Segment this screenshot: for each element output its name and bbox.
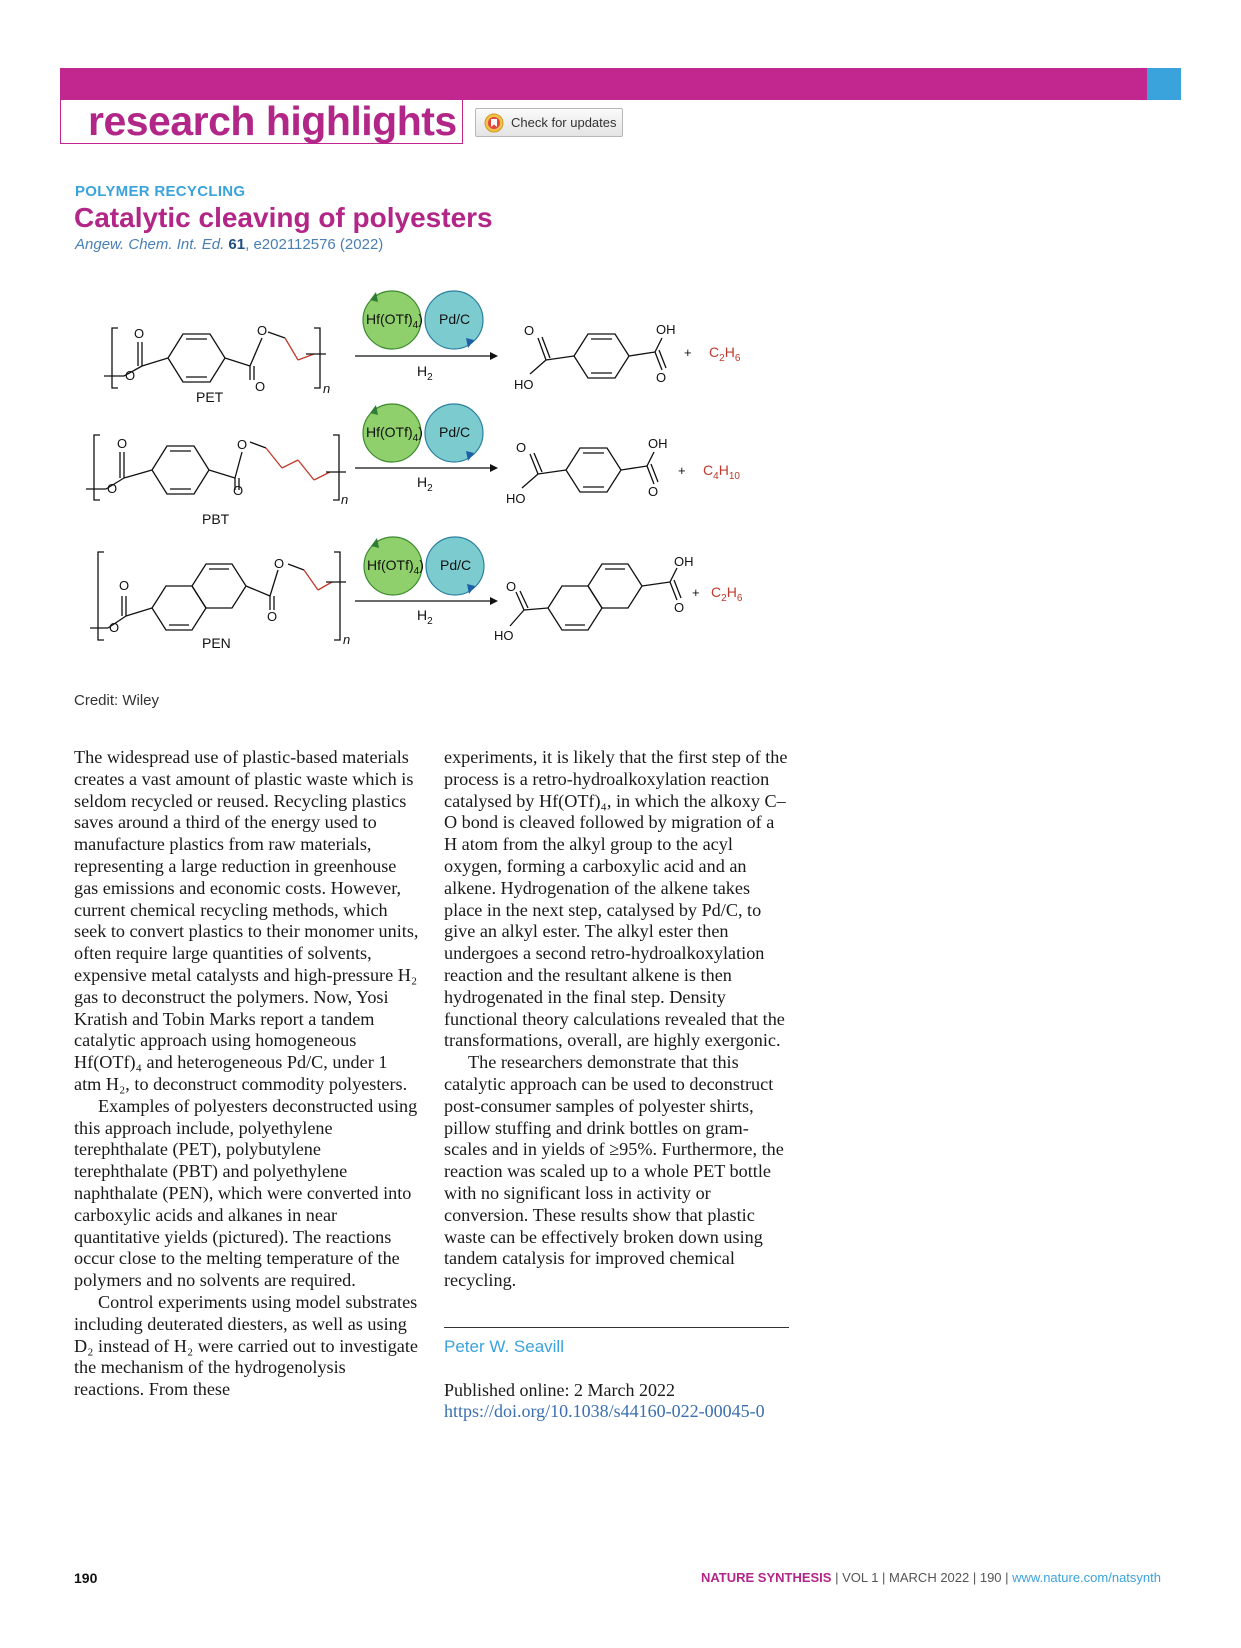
pbt-o-1: O [107,481,118,496]
author-name: Peter W. Seavill [444,1337,564,1356]
author-divider [444,1327,789,1328]
prod2-oh: OH [648,436,668,451]
catalyst-pd-1: Pd/C [439,311,471,327]
byproduct-1: $C_2H_6$ [709,344,741,364]
prod3-oh: OH [674,554,694,569]
pet-o-4: O [257,323,268,338]
pen-o-3: O [267,609,278,624]
catalyst-hf-3: $Hf(OTf)_4$) [367,557,424,577]
pet-o-2: O [134,326,145,341]
doi-link[interactable]: https://doi.org/10.1038/s44160-022-00045-0 [444,1401,765,1421]
pet-o-3: O [255,379,266,394]
body-paragraph: Examples of polyesters deconstructed using this approach include, polyethylene terephthalate (PET), polybutylene terephthalate (PBT) and polyethylene naphthalate (PEN), which were converted into carboxylic acids and alkanes in near quantitative yields (pictured). The reactions occur close to the melting temperature of the polymers and no solvents are required. [74,1095,418,1291]
pbt-o-3: O [233,483,244,498]
prod2-ho: HO [506,491,526,506]
byproduct-3: $C_2H_6$ [711,584,743,604]
plus-1: + [684,345,692,360]
article-citation [75,236,383,253]
reagent-h2-3: $H_2$ [417,607,433,627]
product-row-2 [522,448,658,492]
plus-3: + [692,585,700,600]
citation-journal: Angew. Chem. Int. Ed. [75,236,225,253]
reagent-h2-2: $H_2$ [417,474,433,494]
prod1-ho: HO [514,377,534,392]
reaction-scheme-figure [80,290,800,690]
catalyst-pd-3: Pd/C [440,557,472,573]
prod3-ho: HO [494,628,514,643]
pen-o-2: O [119,578,130,593]
pet-o-1: O [125,368,136,383]
pen-label: PEN [202,635,231,651]
footer-url[interactable]: www.nature.com/natsynth [1012,1570,1161,1585]
check-for-updates-button[interactable] [475,108,623,137]
row-pen [90,552,346,640]
pet-label: PET [196,389,224,405]
header-magenta-bar [60,68,1147,100]
header-blue-block [1147,68,1181,100]
pbt-label: PBT [202,511,230,527]
published-date: Published online: 2 March 2022 [444,1380,675,1400]
body-paragraph: The widespread use of plastic-based materials creates a vast amount of plastic waste which is seldom recycled or reused. Recycling plastics saves around a third of the energy used to manufacture plastics from raw materials, representing a large reduction in greenhouse gas emissions and economic costs. However, current chemical recycling methods, which seek to convert plastics to their monomer units, often require large quantities of solvents, expensive metal catalysts and high-pressure H₂ gas to deconstruct the polymers. Now, Yosi Kratish and Tobin Marks report a tandem catalytic approach using homogeneous Hf(OTf)₄ and heterogeneous Pd/C, under 1 atm H₂, to deconstruct commodity polyesters. [74,747,419,1094]
prod1-oh: OH [656,322,676,337]
prod1-o-1: O [524,323,535,338]
pen-n: n [343,632,351,647]
citation-rest: , e202112576 (2022) [245,236,384,253]
catalyst-hf-2: $Hf(OTf)_4$) [366,424,423,444]
footer-journal: NATURE SYNTHESIS [700,1570,832,1585]
body-column-2 [444,747,789,1292]
journal-footer [701,1570,1161,1585]
pen-o-1: O [109,620,120,635]
body-paragraph: The researchers demonstrate that this catalytic approach can be used to deconstruct post-consumer samples of polyester shirts, pillow stuffing and drink bottles on gram-scales and in yields of ≥95%. Furthermore, the reaction was scaled up to a whole PET bottle with no significant loss in activity or conversion. These results show that plastic waste can be effectively broken down using tandem catalysis for improved chemical recycling. [444,1052,784,1291]
footer-issue: | VOL 1 | MARCH 2022 | 190 | [831,1570,1013,1585]
article-title: Catalytic cleaving of polyesters [74,202,493,233]
citation-volume: 61 [228,236,246,253]
pbt-o-2: O [117,436,128,451]
prod1-o-2: O [656,370,667,385]
section-title: research highlights [88,98,457,144]
pbt-n: n [341,492,349,507]
catalyst-pd-2: Pd/C [439,424,471,440]
page-number: 190 [74,1570,98,1586]
check-for-updates-label: Check for updates [511,115,617,130]
pet-n: n [323,381,331,396]
pbt-o-4: O [237,437,248,452]
reagent-h2-1: $H_2$ [417,363,433,383]
byproduct-2: $C_4H_{10}$ [703,462,740,482]
figure-credit: Credit: Wiley [74,692,160,709]
product-row-3 [510,564,681,630]
prod3-o-2: O [674,600,685,615]
prod3-o-1: O [506,579,517,594]
article-kicker: POLYMER RECYCLING [75,183,246,200]
body-paragraph: experiments, it is likely that the first step of the process is a retro-hydroalkoxylation reaction catalysed by Hf(OTf)₄, in which the alkoxy C–O bond is cleaved followed by migration of a H atom from the alkyl group to the acyl oxygen, forming a carboxylic acid and an alkene. Hydrogenation of the alkene takes place in the next step, catalysed by Pd/C, to give an alkyl ester. The alkyl ester then undergoes a second retro-hydroalkoxylation reaction and the resultant alkene is then hydrogenated in the final step. Density functional theory calculations revealed that the transformations, overall, are highly exergonic. [444,747,788,1051]
crossmark-icon [484,113,504,133]
plus-2: + [678,463,686,478]
prod2-o-2: O [648,484,659,499]
publication-info [444,1380,765,1422]
pen-o-4: O [274,556,285,571]
prod2-o-1: O [516,440,527,455]
body-paragraph: Control experiments using model substrates including deuterated diesters, as well as using D₂ instead of H₂ were carried out to investigate the mechanism of the hydrogenolysis reactions. From these [74,1291,418,1400]
body-column-1 [74,747,419,1401]
product-row-1 [530,334,666,378]
catalyst-hf-1: $Hf(OTf)_4$) [366,311,423,331]
